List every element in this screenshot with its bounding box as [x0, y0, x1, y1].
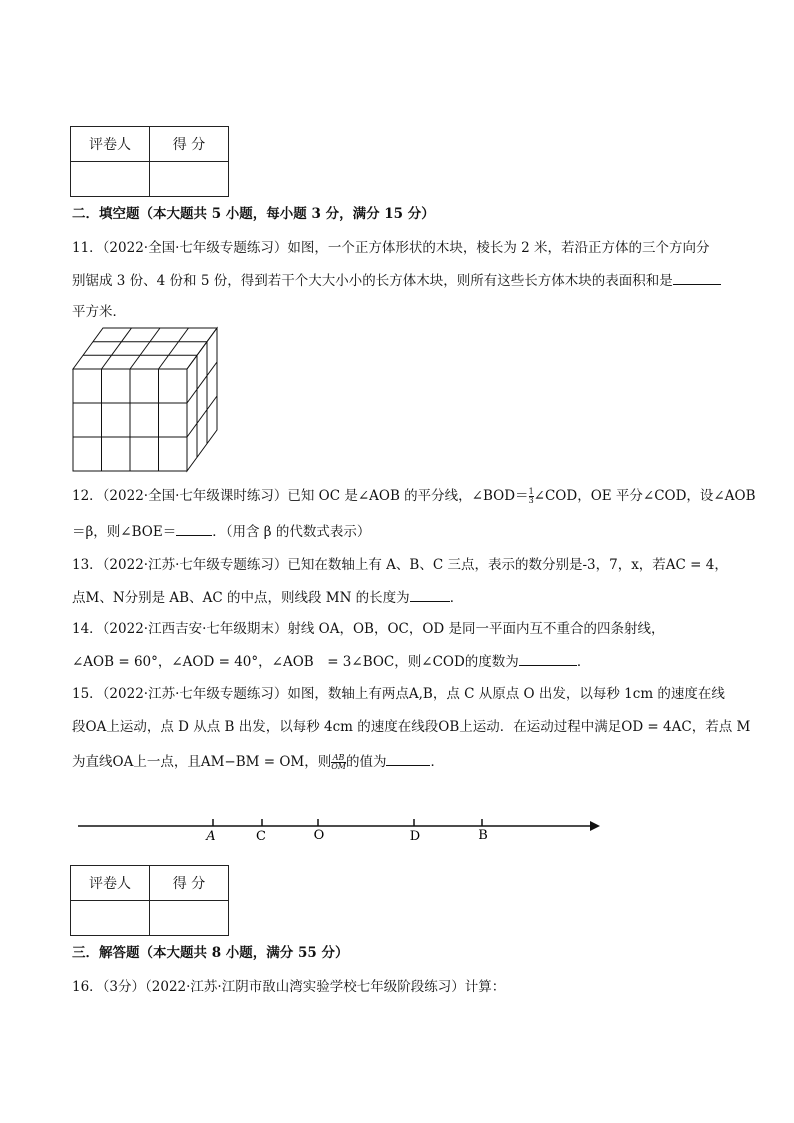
- q15-line2: 段OA上运动，点 D 从点 B 出发，以每秒 4cm 的速度在线段OB上运动．在运动过程中满足OD = 4AC，若点 M: [72, 719, 751, 735]
- number-line-figure: [76, 812, 606, 846]
- number-line-arrow: [590, 821, 600, 831]
- score-table-grader-header: 评卷人: [71, 127, 150, 162]
- q14-line2b: ．: [576, 654, 591, 670]
- q13-line2a: 点M、N分别是 AB、AC 的中点，则线段 MN 的长度为: [72, 590, 410, 606]
- section2-heading: 二．填空题（本大题共 5 小题，每小题 3 分，满分 15 分）: [72, 206, 435, 222]
- q12-line1: [72, 486, 755, 506]
- q15-answer-blank: [386, 751, 430, 766]
- q13-answer-blank: [410, 587, 450, 602]
- score-table-2: [70, 865, 229, 936]
- label-a: A: [206, 829, 216, 844]
- q12-fraction-num: 1: [528, 487, 534, 496]
- q12-answer-blank: [176, 521, 212, 536]
- q12-line2b: ．（用含 β 的代数式表示）: [212, 524, 371, 540]
- q11-line3: 平方米．: [72, 304, 126, 320]
- score-table: [70, 126, 229, 197]
- q14-line1: 14．（2022·江西吉安·七年级期末）射线 OA，OB，OC，OD 是同一平面内互不重合的四条射线，: [72, 621, 665, 637]
- q11-line2-text: 别锯成 3 份、4 份和 5 份，得到若干个大大小小的长方体木块，则所有这些长方体木块的表面积和是: [72, 273, 673, 289]
- label-c: C: [256, 829, 266, 844]
- q16-line: 16．（3分）（2022·江苏·江阴市敔山湾实验学校七年级阶段练习）计算：: [72, 979, 506, 995]
- q12-line2: [72, 521, 370, 542]
- score-table-2-score-cell: [150, 901, 229, 936]
- q15-line3a: 为直线OA上一点，且AM−BM = OM，则: [72, 754, 332, 770]
- q12-line1b: ∠COD，OE 平分∠COD，设∠AOB: [533, 488, 756, 504]
- q13-line1: 13．（2022·江苏·七年级专题练习）已知在数轴上有 A、B、C 三点，表示的数分别是-3，7，x，若AC = 4，: [72, 557, 728, 573]
- score-table-grader-cell: [71, 162, 150, 197]
- q13-line2b: ．: [449, 590, 464, 606]
- label-b: B: [478, 828, 488, 843]
- score-table-2-score-header: 得 分: [150, 866, 229, 901]
- q11-answer-blank: [673, 270, 721, 285]
- q15-line3: [72, 751, 444, 772]
- q15-fraction: [331, 754, 346, 771]
- q11-line2: [72, 270, 721, 291]
- q15-line3b: 的值为: [345, 754, 387, 770]
- q15-fraction-num: AB: [332, 753, 345, 762]
- section3-heading: 三．解答题（本大题共 8 小题，满分 55 分）: [72, 945, 349, 961]
- q14-answer-blank: [519, 651, 577, 666]
- score-table-2-grader-header: 评卷人: [71, 866, 150, 901]
- label-o: O: [313, 828, 325, 843]
- q15-line1: 15．（2022·江苏·七年级专题练习）如图，数轴上有两点A,B，点 C 从原点 O 出发，以每秒 1cm 的速度在线: [72, 686, 725, 702]
- q15-line3c: ．: [430, 754, 444, 770]
- q12-fraction-den: 3: [528, 496, 534, 505]
- q14-line2: [72, 651, 590, 672]
- q12-line1a: 12．（2022·全国·七年级课时练习）已知 OC 是∠AOB 的平分线，∠BOD＝: [72, 488, 529, 504]
- q12-line2a: ＝β，则∠BOE＝: [72, 524, 177, 540]
- score-table-score-header: 得 分: [150, 127, 229, 162]
- q13-line2: [72, 587, 463, 608]
- cube-figure: [70, 325, 222, 473]
- score-table-score-cell: [150, 162, 229, 197]
- score-table-2-grader-cell: [71, 901, 150, 936]
- q11-line1: 11．（2022·全国·七年级专题练习）如图，一个正方体形状的木块，棱长为 2 米，若沿正方体的三个方向分: [72, 240, 710, 256]
- label-d: D: [409, 829, 421, 844]
- q14-line2a: ∠AOB = 60°，∠AOD = 40°，∠AOB = 3∠BOC，则∠COD的度数为: [72, 654, 519, 670]
- q15-fraction-den: OM: [331, 762, 346, 771]
